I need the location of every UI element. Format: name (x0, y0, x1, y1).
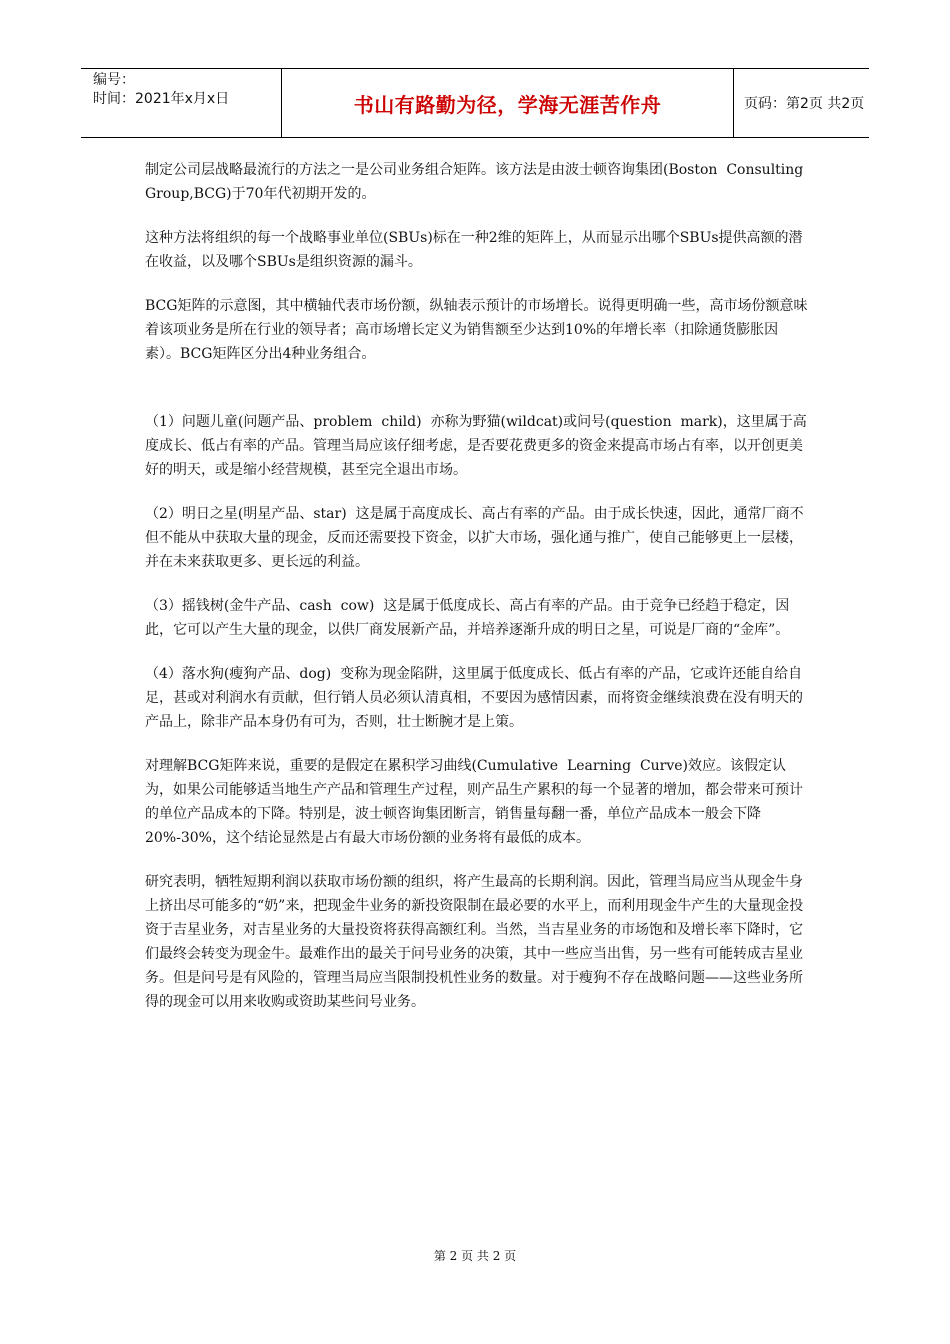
paragraph-intro: 制定公司层战略最流行的方法之一是公司业务组合矩阵。该方法是由波士顿咨询集团(Boston Consulting Group,BCG)于70年代初期开发的。 (145, 162, 813, 202)
paragraph-problem-child: （1）问题儿童(问题产品、problem child) 亦称为野猫(wildcat)或问号(question mark)，这里属于高度成长、低占有率的产品。管理当局应该仔细考虑，是否要花费更多的资金来提高市场占有率，以开创更美好的明天，或是缩小经营规模，甚至完全退出市场。 (145, 414, 807, 478)
paragraph-sbus: 这种方法将组织的每一个战略事业单位(SBUs)标在一种2维的矩阵上，从而显示出哪个SBUs提供高额的潜在收益，以及哪个SBUs是组织资源的漏斗。 (145, 230, 803, 270)
serial-number-label: 编号： (93, 72, 135, 88)
motto: 书山有路勤为径，学海无涯苦作舟 (282, 69, 734, 137)
paragraph-cash-cow: （3）摇钱树(金牛产品、cash cow) 这是属于低度成长、高占有率的产品。由于竞争已经趋于稳定，因此，它可以产生大量的现金，以供厂商发展新产品，并培养逐渐升成的明日之星，可说是厂商的“金库”。 (145, 598, 790, 638)
paragraph-star: （2）明日之星(明星产品、star) 这是属于高度成长、高占有率的产品。由于成长快速，因此，通常厂商不但不能从中获取大量的现金，反而还需要投下资金，以扩大市场，强化通与推广，使自己能够更上一层楼，并在未来获取更多、更长远的利益。 (145, 506, 804, 570)
paragraph-learning-curve: 对理解BCG矩阵来说，重要的是假定在累积学习曲线(Cumulative Learning Curve)效应。该假定认为，如果公司能够适当地生产产品和管理生产过程，则产品生产累积的每一个显著的增加，都会带来可预计的单位产品成本的下降。特别是，波士顿咨询集团断言，销售量每翻一番，单位产品成本一般会下降20%-30%，这个结论显然是占有最大市场份额的业务将有最低的成本。 (145, 758, 803, 846)
page-info: 页码：第2页 共2页 (744, 96, 865, 112)
date-label: 时间：2021年x月x日 (93, 91, 230, 107)
paragraph-bcg-matrix: BCG矩阵的示意图，其中横轴代表市场份额，纵轴表示预计的市场增长。说得更明确一些，高市场份额意味着该项业务是所在行业的领导者；高市场增长定义为销售额至少达到10%的年增长率（扣除通货膨胀因素）。BCG矩阵区分出4种业务组合。 (145, 298, 808, 362)
paragraph-research: 研究表明，牺牲短期利润以获取市场份额的组织，将产生最高的长期利润。因此，管理当局应当从现金牛身上挤出尽可能多的“奶”来，把现金牛业务的新投资限制在最必要的水平上，而利用现金牛产生的大量现金投资于吉星业务，对吉星业务的大量投资将获得高额红利。当然，当吉星业务的市场饱和及增长率下降时，它们最终会转变为现金牛。最难作出的最关于问号业务的决策，其中一些应当出售，另一些有可能转成吉星业务。但是问号是有风险的，管理当局应当限制投机性业务的数量。对于瘦狗不存在战略问题——这些业务所得的现金可以用来收购或资助某些问号业务。 (145, 874, 804, 1010)
header-meta-cell (81, 69, 282, 137)
header-table (81, 68, 869, 138)
page-footer: 第 2 页 共 2 页 (433, 1249, 517, 1263)
paragraph-dog: （4）落水狗(瘦狗产品、dog) 变称为现金陷阱，这里属于低度成长、低占有率的产品，它或许还能自给自足，甚或对利润水有贡献，但行销人员必须认清真相，不要因为感情因素，而将资金继续浪费在没有明天的产品上，除非产品本身仍有可为，否则，壮士断腕才是上策。 (145, 666, 803, 730)
document-body (145, 158, 813, 1034)
